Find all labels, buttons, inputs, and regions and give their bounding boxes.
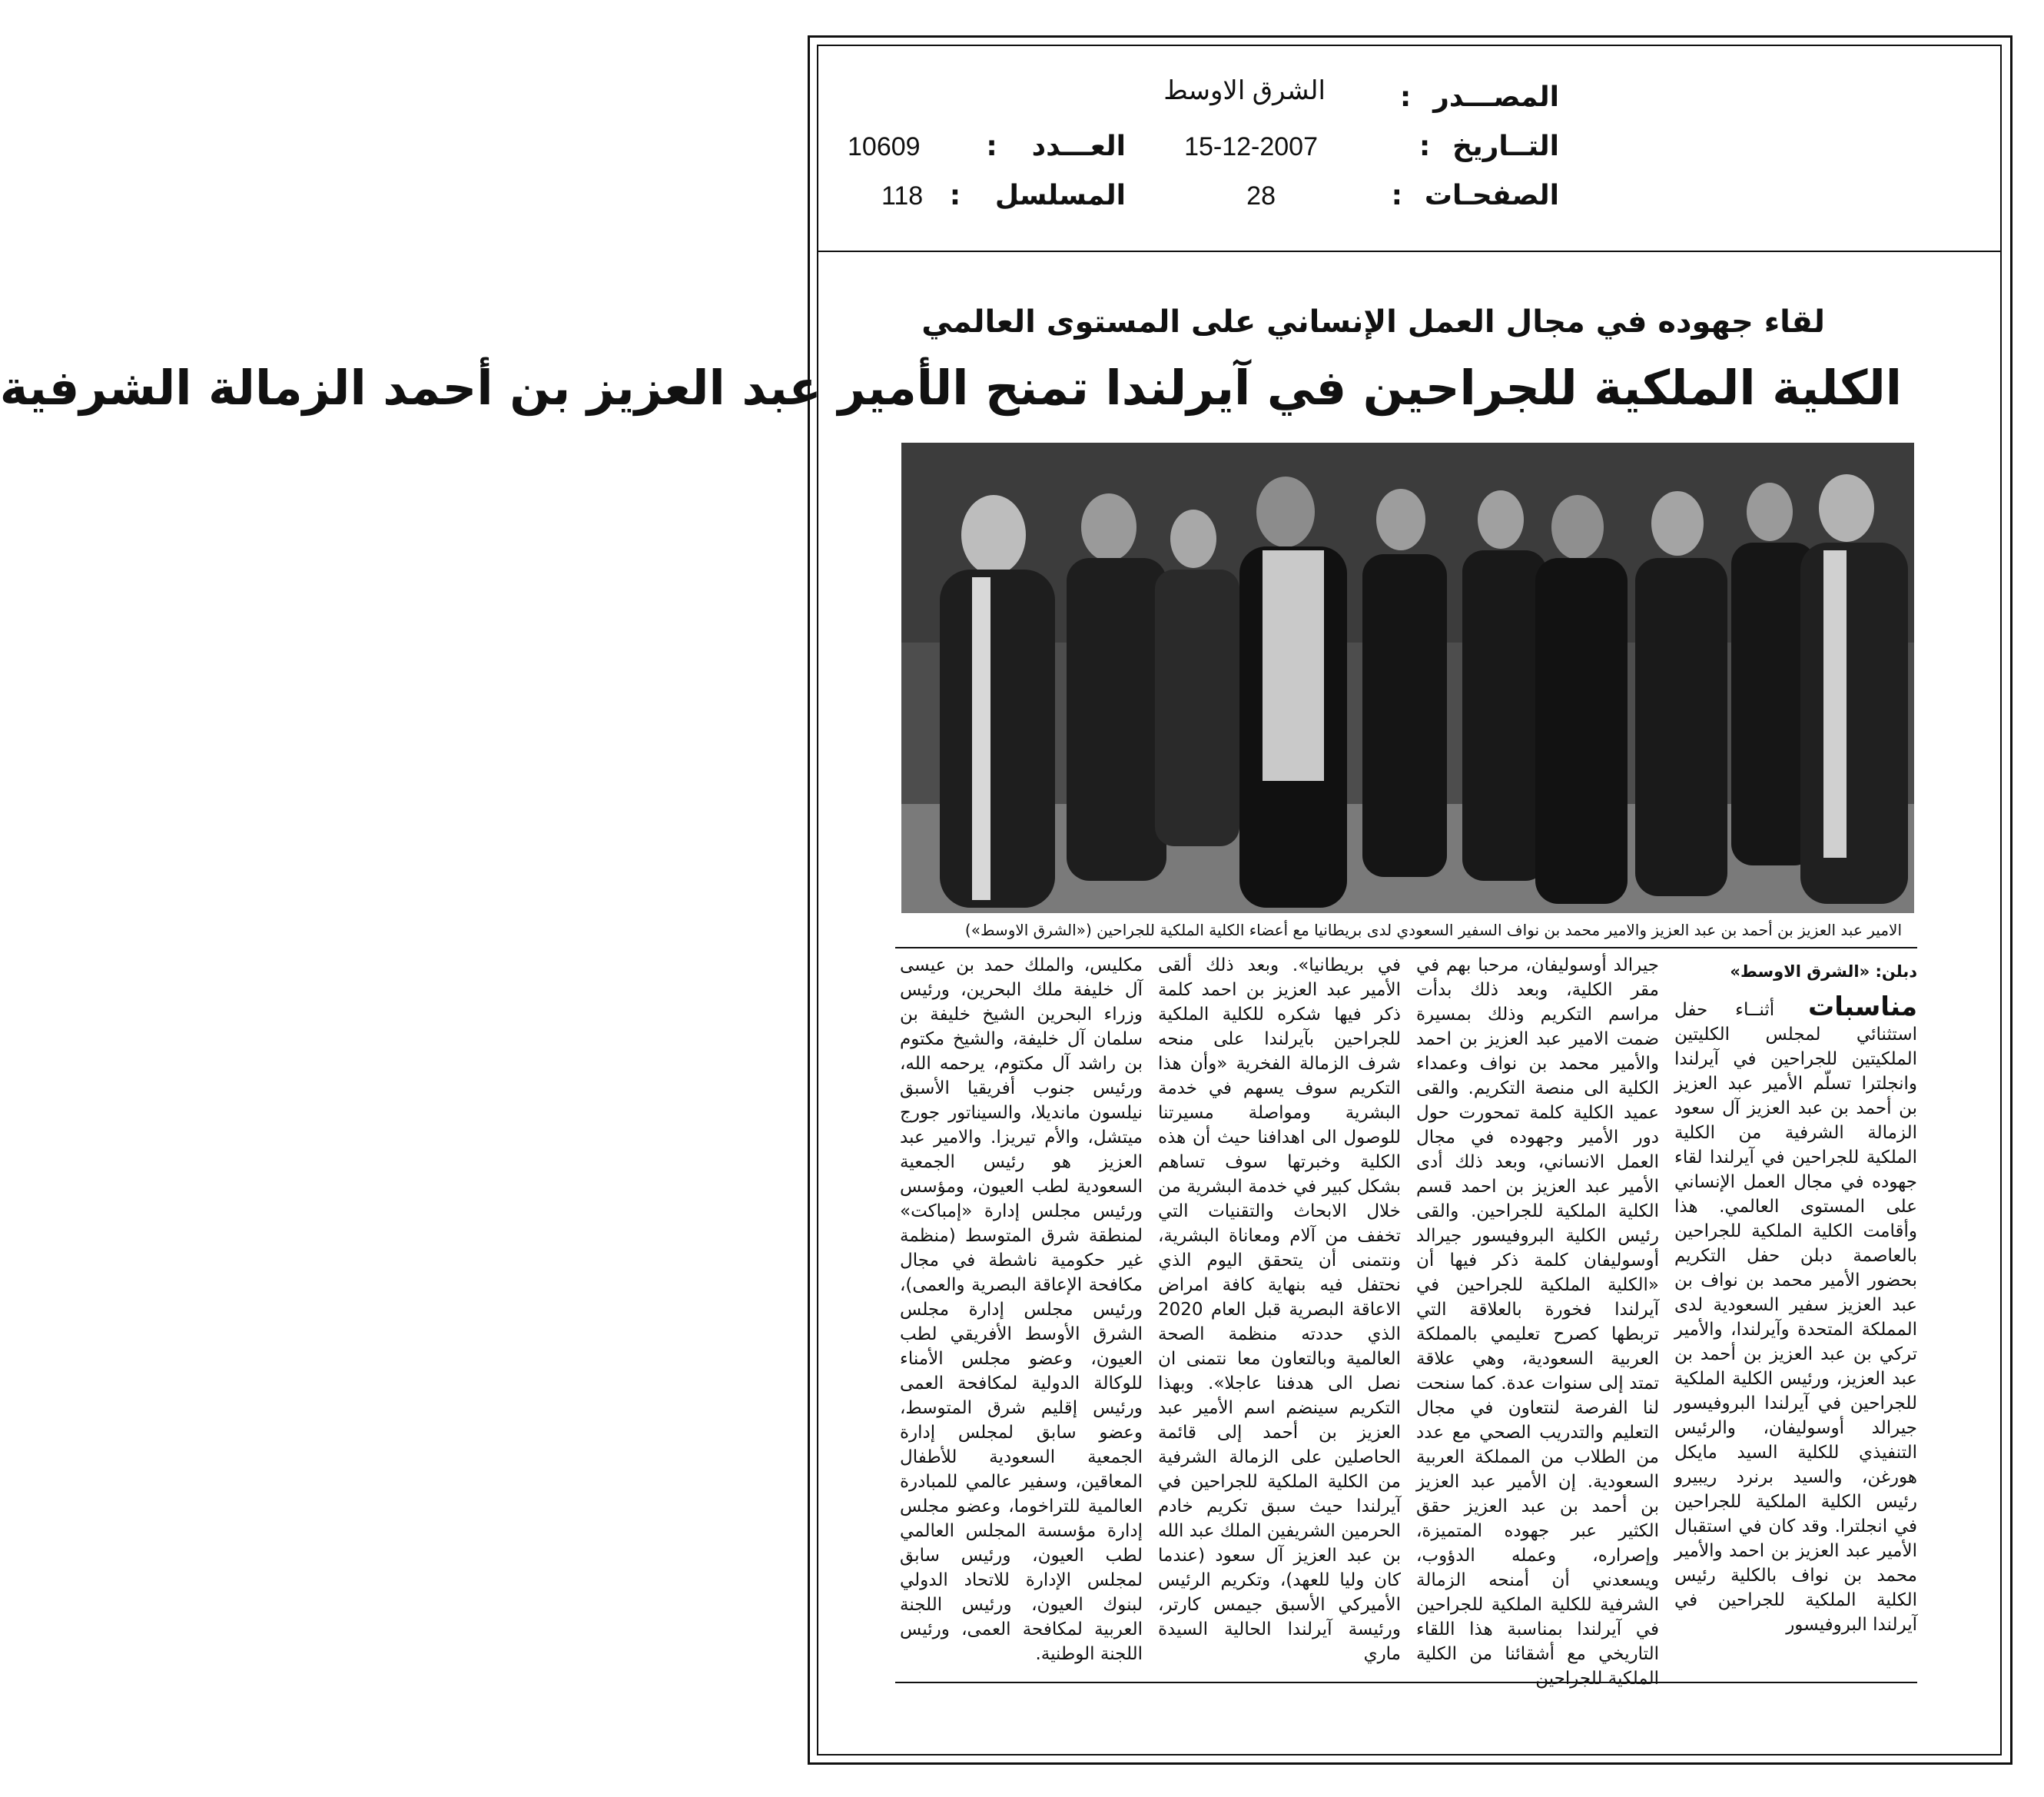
section-title: مناسبات [1808,992,1917,1022]
article-column-2 [1416,953,1659,1689]
serial-value: 118 [881,181,924,211]
column-3-text: في بريطانيا». وبعد ذلك ألقى الأمير عبد العزيز بن احمد كلمة ذكر فيها شكره للكلية الملكية للجراحين بآيرلندا على منحه شرف الزمالة الفخرية «وأن هذا التكريم سوف يسهم في خدمة البشرية ومواصلة مسيرتنا للوصول الى اهدافنا حيث أن هذه الكلية وخبرتها سوف تساهم بشكل كبير في خدمة البشرية من خلال الابحاث والتقنيات التي تخفف من آلام ومعاناة البشرية، ونتمنى أن يتحقق اليوم الذي نحتفل فيه بنهاية كافة امراض الاعاقة البصرية قبل العام 2020 الذي حددته منظمة الصحة العالمية وبالتعاون معا نتمنى ان نصل الى هدفنا عاجلا». وبهذا التكريم سينضم اسم الأمير عبد العزيز بن أحمد إلى قائمة الحاصلين على الزمالة الشرفية من الكلية الملكية للجراحين في آيرلندا حيث سبق تكريم خادم الحرمين الشريفين الملك عبد الله بن عبد العزيز آل سعود (عندما كان وليا للعهد)، وتكريم الرئيس الأميركي الأسبق جيمس كارتر، ورئيسة آيرلندا الحالية السيدة ماري [1158,955,1401,1664]
date-label: التــاريخ [1452,131,1559,162]
issue-colon: : [986,131,997,162]
column-4-text: مكليس، والملك حمد بن عيسى آل خليفة ملك البحرين، ورئيس وزراء البحرين الشيخ خليفة بن سلمان آل خليفة، والشيخ مكتوم بن راشد آل مكتوم، يرحمه الله، ورئيس جنوب أفريقيا الأسبق نيلسون مانديلا، والسيناتور جورج ميتشل، والأم تيريزا. والامير عبد العزيز هو رئيس الجمعية السعودية لطب العيون، ومؤسس ورئيس مجلس إدارة «إمباكت» لمنطقة شرق المتوسط (منظمة غير حكومية ناشطة في مجال مكافحة الإعاقة البصرية والعمى)، ورئيس مجلس إدارة مجلس الشرق الأوسط الأفريقي لطب العيون، وعضو مجلس الأمناء للوكالة الدولية لمكافحة العمى ورئيس إقليم شرق المتوسط، وعضو سابق لمجلس إدارة الجمعية السعودية للأطفال المعاقين، وسفير عالمي للمبادرة العالمية للتراخوما، وعضو مجلس إدارة مؤسسة المجلس العالمي لطب العيون، ورئيس سابق لمجلس الإدارة للاتحاد الدولي لبنوك العيون، ورئيس اللجنة العربية لمكافحة العمى، ورئيس اللجنة الوطنية. [900,955,1143,1664]
article-bottom-rule [895,1682,1917,1683]
serial-row [950,180,1126,211]
issue-value: 10609 [848,132,921,161]
caption-divider [895,947,1917,948]
article-photo [901,443,1914,913]
article-column-4 [900,953,1143,1668]
article-columns [895,953,1917,1689]
article-clipping [0,283,1917,1689]
source-value: الشرق الاوسط [1163,76,1326,105]
article-column-1 [1674,953,1917,1668]
source-colon: : [1399,81,1412,113]
source-label: المصـــدر [1433,81,1559,113]
source-row [1400,81,1559,113]
article-column-3 [1158,953,1401,1668]
photo-caption: الامير عبد العزيز بن أحمد بن عبد العزيز والامير محمد بن نواف السفير السعودي لدى بريطانيا مع أعضاء الكلية الملكية للجراحين («الشرق الاوسط») [964,921,1902,939]
article-dateline: دبلن: «الشرق الاوسط» [1730,962,1917,981]
issue-row [986,131,1126,162]
issue-label: العـــدد [1031,131,1126,162]
pages-colon: : [1391,180,1402,211]
date-row [1419,131,1559,162]
serial-label: المسلسل [994,180,1126,211]
serial-colon: : [949,180,961,211]
column-2-text: جيرالد أوسوليفان، مرحبا بهم في مقر الكلية، وبعد ذلك بدأت مراسم التكريم وذلك بمسيرة ضمت الامير عبد العزيز بن احمد والأمير محمد بن نواف وعمداء الكلية الى منصة التكريم. والقى عميد الكلية كلمة تمحورت حول دور الأمير وجهوده في مجال العمل الانساني، وبعد ذلك أدى الأمير عبد العزيز بن احمد قسم الكلية الملكية للجراحين. والقى رئيس الكلية البروفيسور جيرالد أوسوليفان كلمة ذكر فيها أن «الكلية الملكية للجراحين في آيرلندا فخورة بالعلاقة التي تربطها كصرح تعليمي بالمملكة العربية السعودية، وهي علاقة تمتد إلى سنوات عدة. كما سنحت لنا الفرصة لنتعاون في مجال التعليم والتدريب الصحي مع عدد من الطلاب من المملكة العربية السعودية. إن الأمير عبد العزيز بن أحمد بن عبد العزيز حقق الكثير عبر جهوده المتميزة، وإصراره، وعمله الدؤوب، ويسعدني أن أمنحه الزمالة الشرفية للكلية الملكية للجراحين في آيرلندا بمناسبة هذا اللقاء التاريخي مع أشقائنا من الكلية الملكية للجراحين [1416,955,1659,1689]
group-photo-illustration [901,443,1914,913]
article-headline: الكلية الملكية للجراحين في آيرلندا تمنح الأمير عبد العزيز بن أحمد الزمالة الشرفية [0,360,1902,416]
pages-row [1392,180,1559,211]
date-colon: : [1419,131,1431,162]
pages-label: الصفحـات [1424,180,1559,211]
column-1-text: أثنــاء حفل استثنائي لمجلس الكليتين الملكيتين للجراحين في آيرلندا وانجلترا تسلّم الأمير عبد العزيز بن أحمد بن عبد العزيز آل سعود الزمالة الشرفية من الكلية الملكية للجراحين في آيرلندا لقاء جهوده في مجال العمل الإنساني على المستوى العالمي. هذا وأقامت الكلية الملكية للجراحين بالعاصمة دبلن حفل التكريم بحضور الأمير محمد بن نواف بن عبد العزيز سفير السعودية لدى المملكة المتحدة وآيرلندا، والأمير تركي بن عبد العزيز بن أحمد بن عبد العزيز، ورئيس الكلية الملكية للجراحين في آيرلندا البروفيسور جيرالد أوسوليفان، والرئيس التنفيذي للكلية السيد مايكل هورغن، والسيد برنرد ريبيرو رئيس الكلية الملكية للجراحين في انجلترا. وقد كان في استقبال الأمير عبد العزيز بن احمد والأمير محمد بن نواف بالكلية رئيس الكلية الملكية للجراحين في آيرلندا البروفيسور [1674,1000,1917,1635]
article-kicker: لقاء جهوده في مجال العمل الإنساني على المستوى العالمي [921,304,1825,340]
pages-value: 28 [1246,181,1276,211]
date-value: 15-12-2007 [1184,132,1318,161]
clipping-header [817,45,2002,252]
